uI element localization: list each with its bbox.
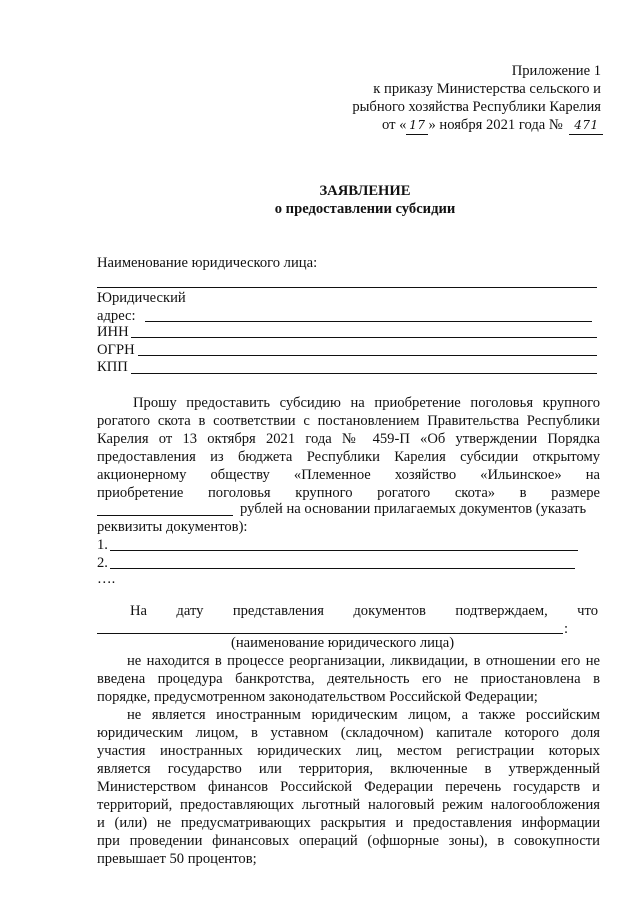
annex-date-line	[382, 116, 603, 135]
field-ogrn-line[interactable]	[138, 355, 597, 356]
doc-item-1-label: 1.	[97, 537, 108, 553]
document-title: ЗАЯВЛЕНИЕ	[319, 183, 411, 199]
field-address-label-2: адрес:	[97, 308, 136, 324]
doc-item-2-line[interactable]	[110, 568, 575, 569]
condition-1-line-2: введена процедура банкротства, деятельность его не приостановлена в	[97, 671, 600, 687]
condition-1-line-3: порядке, предусмотренном законодательством Российской Федерации;	[97, 689, 538, 705]
field-ogrn-label: ОГРН	[97, 342, 135, 358]
request-paragraph	[97, 394, 600, 502]
condition-2-line-4: является государство или территория, включенные в утвержденный	[97, 761, 600, 777]
doc-item-1-line[interactable]	[110, 550, 578, 551]
annex-date-prefix: от «	[382, 117, 407, 133]
annex-line-1: Приложение 1	[511, 63, 601, 79]
confirm-caption: (наименование юридического лица)	[231, 635, 455, 651]
field-name-line[interactable]	[97, 287, 597, 288]
annex-date-mid: » ноября 2021 года №	[428, 117, 563, 133]
field-address-label-1: Юридический	[97, 290, 186, 306]
request-line-2: рогатого скота в соответствии с постановлением Правительства Республики	[97, 413, 600, 429]
doc-item-2-label: 2.	[97, 555, 108, 571]
condition-2-line-9: превышает 50 процентов;	[97, 851, 257, 867]
request-amount-tail: рублей на основании прилагаемых документов (указать	[240, 501, 587, 517]
condition-2	[97, 706, 600, 868]
annex-line-3: рыбного хозяйства Республики Карелия	[352, 99, 601, 115]
request-line-6: приобретение поголовья крупного рогатого скота» в размере	[97, 485, 600, 501]
condition-2-line-1: не является иностранным юридическим лицом, а также российским	[127, 707, 600, 723]
field-kpp-line[interactable]	[131, 373, 597, 374]
request-line-3: Карелия от 13 октября 2021 года № 459-П «Об утверждении Порядка	[97, 431, 600, 447]
annex-line-2: к приказу Министерства сельского и	[373, 81, 601, 97]
annex-number-handwritten: 471	[569, 116, 603, 135]
amount-blank-line[interactable]	[97, 515, 233, 516]
confirm-colon: :	[564, 621, 569, 637]
condition-1	[97, 652, 600, 706]
field-name-label: Наименование юридического лица:	[97, 255, 318, 271]
field-kpp-label: КПП	[97, 359, 128, 375]
field-address-line[interactable]	[145, 321, 592, 322]
condition-2-line-3: участия иностранных юридических лиц, местом регистрации которых	[97, 743, 600, 759]
condition-1-line-1: не находится в процессе реорганизации, ликвидации, в отношении его не	[127, 653, 600, 669]
doc-items-ellipsis: ….	[97, 571, 116, 587]
request-line-4: предоставления из бюджета Республики Карелия субсидии открытому	[97, 449, 600, 465]
request-line-5: акционерному обществу «Племенное хозяйство «Ильинское» на	[97, 467, 600, 483]
document-subtitle: о предоставлении субсидии	[274, 201, 456, 217]
field-inn-label: ИНН	[97, 324, 129, 340]
field-inn-line[interactable]	[131, 337, 597, 338]
condition-2-line-2: юридическим лицом, в уставном (складочном) капитале которого доля	[97, 725, 600, 741]
request-last-line: реквизиты документов):	[97, 519, 248, 535]
condition-2-line-7: и (или) не предусматривающих раскрытия и предоставления информации	[97, 815, 600, 831]
condition-2-line-5: Министерством финансов Российской Федерации перечень государств и	[97, 779, 600, 795]
annex-day-handwritten: 17	[406, 116, 428, 135]
confirm-line: На дату представления документов подтверждаем, что	[130, 603, 598, 619]
condition-2-line-8: при проведении финансовых операций (офшорные зоны), в совокупности	[97, 833, 600, 849]
request-line-1: Прошу предоставить субсидию на приобретение поголовья крупного	[133, 395, 600, 411]
condition-2-line-6: территорий, предоставляющих льготный налоговый режим налогообложения	[97, 797, 600, 813]
